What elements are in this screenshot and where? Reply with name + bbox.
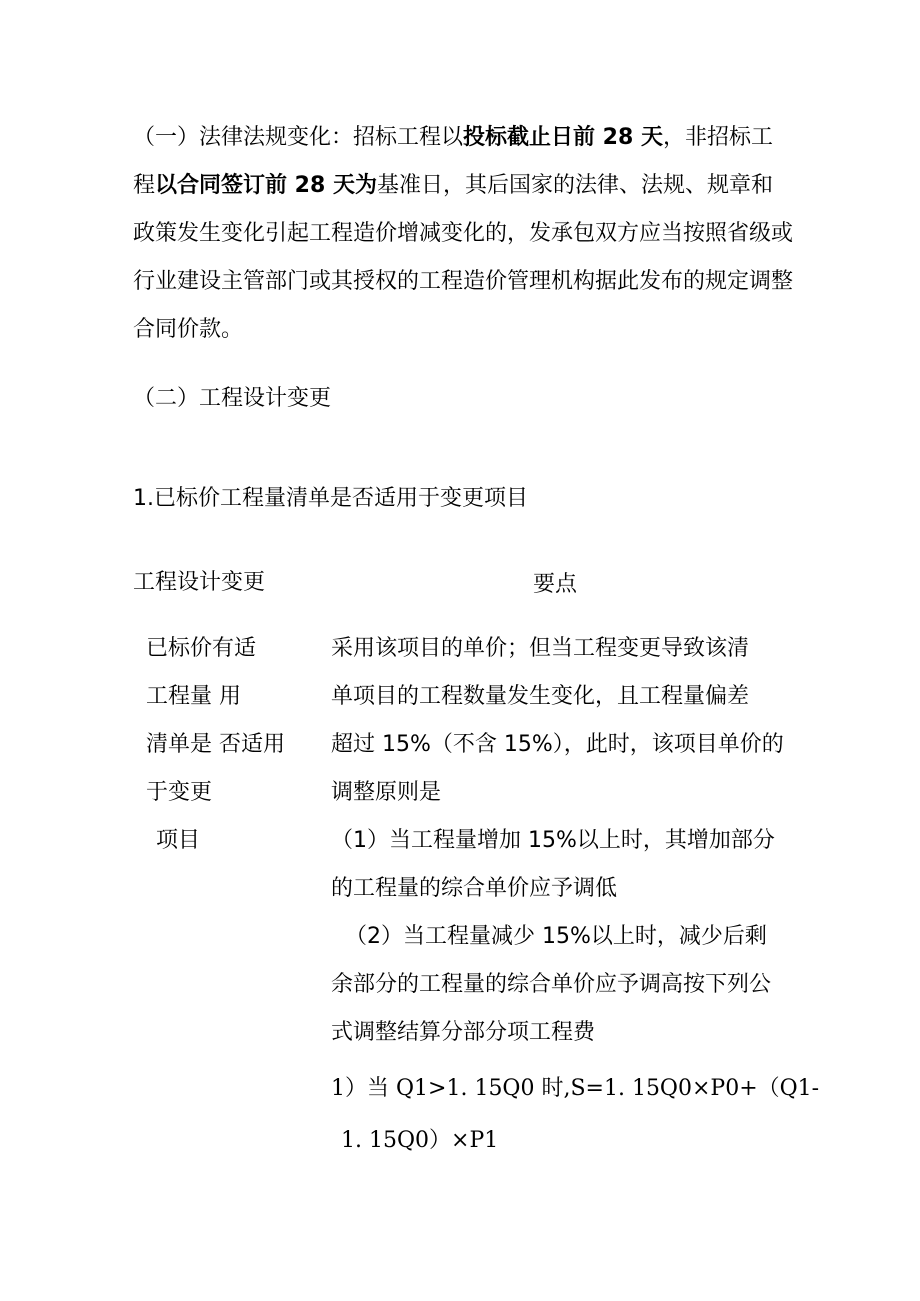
para-text-3: 基准日，其后国家的法律、法规、规章和政策发生变化引起工程造价增减变化的，发承包双方应当按照省级或行业建设主管部门或其授权的工程造价管理机构据此发布的规定调整合同价款。 [133,173,794,342]
table-header-left: 工程设计变更 [133,570,266,595]
right-line-7: （2）当工程量减少 15%以上时，减少后剩 [345,924,767,949]
right-line-3: 超过 15%（不含 15%），此时，该项目单价的 [331,732,784,757]
right-line-4: 调整原则是 [331,780,442,805]
left-line-1: 已标价有适 [146,636,257,661]
bold-deadline: 投标截止日前 28 天 [463,125,663,150]
left-line-4: 于变更 [146,780,213,805]
right-line-6: 的工程量的综合单价应予调低 [331,876,618,901]
table-header-right: 要点 [533,572,578,597]
law-regulation-paragraph [133,114,793,354]
right-line-5: （1）当工程量增加 15%以上时，其增加部分 [331,828,775,853]
right-line-2: 单项目的工程数量发生变化，且工程量偏差 [331,684,750,709]
left-line-2: 工程量 用 [146,684,241,709]
right-line-1: 采用该项目的单价；但当工程变更导致该清 [331,636,750,661]
bold-contract-date: 以合同签订前 28 天为 [155,173,377,198]
subsection-heading: 1.已标价工程量清单是否适用于变更项目 [133,486,528,511]
para-text-1: （一）法律法规变化：招标工程以 [133,125,464,150]
right-line-9: 式调整结算分部分项工程费 [331,1020,596,1045]
formula-line-2: 1. 15Q0）×P1 [341,1128,499,1153]
para-text-2: ，非招标工程 [133,125,773,198]
formula-line-1: 1）当 Q1>1. 15Q0 时,S=1. 15Q0×P0+（Q1- [331,1076,820,1101]
right-line-8: 余部分的工程量的综合单价应予调高按下列公 [331,972,772,997]
left-line-5: 项目 [156,828,201,853]
left-line-3: 清单是 否适用 [146,732,285,757]
section-heading-design-change: （二）工程设计变更 [133,386,332,411]
